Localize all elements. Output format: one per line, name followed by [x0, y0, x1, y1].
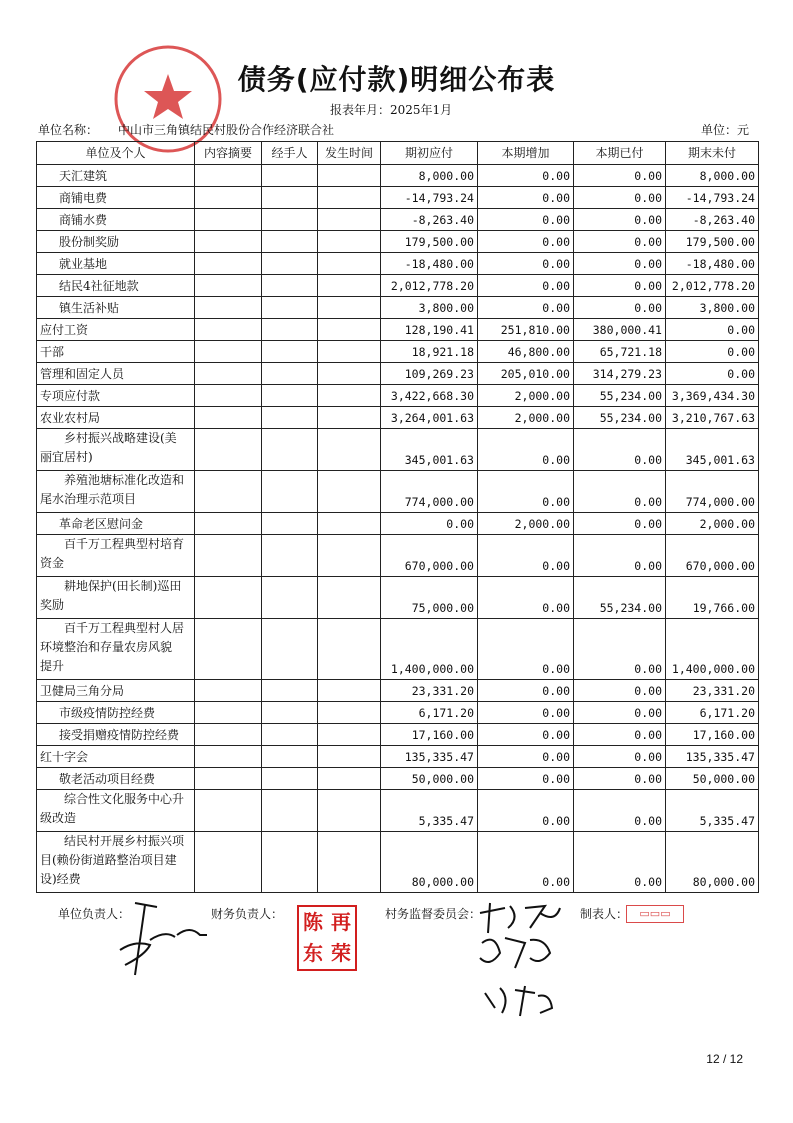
- increase-amount: 0.00: [478, 275, 574, 297]
- increase-amount: 0.00: [478, 253, 574, 275]
- increase-amount: 205,010.00: [478, 363, 574, 385]
- opening-amount: 128,190.41: [381, 319, 478, 341]
- date-cell: [318, 275, 381, 297]
- increase-amount: 0.00: [478, 724, 574, 746]
- handler-cell: [262, 790, 318, 832]
- paid-amount: 0.00: [574, 680, 666, 702]
- table-row: [37, 535, 759, 577]
- summary-cell: [195, 363, 262, 385]
- summary-cell: [195, 319, 262, 341]
- paid-amount: 0.00: [574, 724, 666, 746]
- opening-amount: 3,800.00: [381, 297, 478, 319]
- paid-amount: 0.00: [574, 746, 666, 768]
- handler-cell: [262, 275, 318, 297]
- date-cell: [318, 209, 381, 231]
- document-title: 债务(应付款)明细公布表: [237, 63, 556, 96]
- date-cell: [318, 319, 381, 341]
- paid-amount: 0.00: [574, 429, 666, 471]
- table-row: [37, 165, 759, 187]
- handler-cell: [262, 363, 318, 385]
- table-row: [37, 319, 759, 341]
- opening-amount: 80,000.00: [381, 832, 478, 893]
- increase-amount: 0.00: [478, 619, 574, 680]
- paid-amount: 0.00: [574, 619, 666, 680]
- closing-amount: -14,793.24: [666, 187, 759, 209]
- summary-cell: [195, 471, 262, 513]
- header-closing: 期末未付: [666, 142, 759, 165]
- handler-cell: [262, 385, 318, 407]
- paid-amount: 0.00: [574, 165, 666, 187]
- table-row: [37, 724, 759, 746]
- stamp-char: 陈: [303, 910, 323, 934]
- opening-amount: 17,160.00: [381, 724, 478, 746]
- table-row: [37, 407, 759, 429]
- paid-amount: 0.00: [574, 832, 666, 893]
- closing-amount: 23,331.20: [666, 680, 759, 702]
- closing-amount: -8,263.40: [666, 209, 759, 231]
- row-party-name: 商铺电费: [37, 187, 195, 209]
- closing-amount: 6,171.20: [666, 702, 759, 724]
- row-party-name: 就业基地: [37, 253, 195, 275]
- closing-amount: 1,400,000.00: [666, 619, 759, 680]
- increase-amount: 0.00: [478, 832, 574, 893]
- increase-amount: 0.00: [478, 746, 574, 768]
- paid-amount: 0.00: [574, 702, 666, 724]
- handler-cell: [262, 253, 318, 275]
- handler-cell: [262, 832, 318, 893]
- opening-amount: 6,171.20: [381, 702, 478, 724]
- header-increase: 本期增加: [478, 142, 574, 165]
- row-party-name: 养殖池塘标准化改造和 尾水治理示范项目: [37, 471, 195, 513]
- unit-name-value: 中山市三角镇结民村股份合作经济联合社: [118, 123, 335, 137]
- row-party-name: 百千万工程典型村培育 资金: [37, 535, 195, 577]
- increase-amount: 0.00: [478, 471, 574, 513]
- handler-cell: [262, 231, 318, 253]
- handler-cell: [262, 513, 318, 535]
- row-party-name: 天汇建筑: [37, 165, 195, 187]
- summary-cell: [195, 297, 262, 319]
- date-cell: [318, 187, 381, 209]
- summary-cell: [195, 253, 262, 275]
- closing-amount: 3,210,767.63: [666, 407, 759, 429]
- handler-cell: [262, 297, 318, 319]
- closing-amount: 8,000.00: [666, 165, 759, 187]
- closing-amount: -18,480.00: [666, 253, 759, 275]
- row-party-name: 综合性文化服务中心升 级改造: [37, 790, 195, 832]
- paid-amount: 0.00: [574, 275, 666, 297]
- handler-cell: [262, 577, 318, 619]
- header-date: 发生时间: [318, 142, 381, 165]
- summary-cell: [195, 209, 262, 231]
- row-party-name: 敬老活动项目经费: [37, 768, 195, 790]
- stamp-char: 荣: [331, 941, 351, 965]
- increase-amount: 0.00: [478, 231, 574, 253]
- row-party-name: 卫健局三角分局: [37, 680, 195, 702]
- closing-amount: 670,000.00: [666, 535, 759, 577]
- supervisor-label: 村务监督委员会：: [385, 907, 482, 921]
- date-cell: [318, 535, 381, 577]
- date-cell: [318, 363, 381, 385]
- row-party-name: 革命老区慰问金: [37, 513, 195, 535]
- handler-cell: [262, 319, 318, 341]
- table-row: [37, 385, 759, 407]
- handler-cell: [262, 209, 318, 231]
- date-cell: [318, 231, 381, 253]
- increase-amount: 0.00: [478, 702, 574, 724]
- row-party-name: 市级疫情防控经费: [37, 702, 195, 724]
- table-row: [37, 680, 759, 702]
- closing-amount: 774,000.00: [666, 471, 759, 513]
- date-cell: [318, 724, 381, 746]
- summary-cell: [195, 231, 262, 253]
- date-cell: [318, 471, 381, 513]
- summary-cell: [195, 680, 262, 702]
- report-period: 报表年月：2025年1月: [330, 103, 453, 117]
- paid-amount: 0.00: [574, 790, 666, 832]
- header-paid: 本期已付: [574, 142, 666, 165]
- increase-amount: 2,000.00: [478, 407, 574, 429]
- opening-amount: 179,500.00: [381, 231, 478, 253]
- opening-amount: 109,269.23: [381, 363, 478, 385]
- date-cell: [318, 253, 381, 275]
- handler-cell: [262, 341, 318, 363]
- summary-cell: [195, 746, 262, 768]
- row-party-name: 结民村开展乡村振兴项 目(赖份街道路整治项目建 设)经费: [37, 832, 195, 893]
- summary-cell: [195, 429, 262, 471]
- date-cell: [318, 619, 381, 680]
- paid-amount: 0.00: [574, 209, 666, 231]
- paid-amount: 55,234.00: [574, 385, 666, 407]
- opening-amount: 75,000.00: [381, 577, 478, 619]
- summary-cell: [195, 619, 262, 680]
- row-party-name: 管理和固定人员: [37, 363, 195, 385]
- handler-cell: [262, 429, 318, 471]
- date-cell: [318, 832, 381, 893]
- table-row: [37, 187, 759, 209]
- header-opening: 期初应付: [381, 142, 478, 165]
- closing-amount: 2,012,778.20: [666, 275, 759, 297]
- handler-cell: [262, 471, 318, 513]
- finance-head-stamp: [297, 905, 357, 971]
- table-row: [37, 471, 759, 513]
- table-row: [37, 790, 759, 832]
- paid-amount: 0.00: [574, 535, 666, 577]
- increase-amount: 251,810.00: [478, 319, 574, 341]
- table-row: [37, 231, 759, 253]
- table-row: [37, 577, 759, 619]
- paid-amount: 380,000.41: [574, 319, 666, 341]
- stamp-char: 东: [303, 941, 323, 965]
- date-cell: [318, 746, 381, 768]
- date-cell: [318, 165, 381, 187]
- handler-cell: [262, 680, 318, 702]
- unit-name-line: [38, 121, 334, 138]
- opening-amount: -8,263.40: [381, 209, 478, 231]
- unit-name-label: 单位名称：: [38, 123, 99, 137]
- opening-amount: 3,422,668.30: [381, 385, 478, 407]
- row-party-name: 百千万工程典型村人居 环境整治和存量农房风貌 提升: [37, 619, 195, 680]
- table-header-row: [37, 142, 759, 165]
- header-handler: 经手人: [262, 142, 318, 165]
- closing-amount: 50,000.00: [666, 768, 759, 790]
- increase-amount: 0.00: [478, 577, 574, 619]
- handler-cell: [262, 407, 318, 429]
- opening-amount: 345,001.63: [381, 429, 478, 471]
- date-cell: [318, 577, 381, 619]
- opening-amount: -18,480.00: [381, 253, 478, 275]
- table-row: [37, 363, 759, 385]
- row-party-name: 乡村振兴战略建设(美 丽宜居村): [37, 429, 195, 471]
- handler-cell: [262, 187, 318, 209]
- opening-amount: 0.00: [381, 513, 478, 535]
- date-cell: [318, 702, 381, 724]
- row-party-name: 农业农村局: [37, 407, 195, 429]
- paid-amount: 0.00: [574, 231, 666, 253]
- increase-amount: 0.00: [478, 165, 574, 187]
- currency-unit: 单位：元: [700, 123, 749, 137]
- summary-cell: [195, 535, 262, 577]
- table-row: [37, 702, 759, 724]
- date-cell: [318, 297, 381, 319]
- handler-cell: [262, 746, 318, 768]
- handler-cell: [262, 619, 318, 680]
- increase-amount: 0.00: [478, 187, 574, 209]
- paid-amount: 0.00: [574, 471, 666, 513]
- opening-amount: 774,000.00: [381, 471, 478, 513]
- opening-amount: 1,400,000.00: [381, 619, 478, 680]
- increase-amount: 0.00: [478, 297, 574, 319]
- paid-amount: 0.00: [574, 253, 666, 275]
- opening-amount: 3,264,001.63: [381, 407, 478, 429]
- row-party-name: 红十字会: [37, 746, 195, 768]
- increase-amount: 0.00: [478, 209, 574, 231]
- date-cell: [318, 790, 381, 832]
- summary-cell: [195, 577, 262, 619]
- date-cell: [318, 407, 381, 429]
- table-row: [37, 768, 759, 790]
- handler-cell: [262, 724, 318, 746]
- paid-amount: 55,234.00: [574, 407, 666, 429]
- closing-amount: 80,000.00: [666, 832, 759, 893]
- closing-amount: 19,766.00: [666, 577, 759, 619]
- handler-cell: [262, 165, 318, 187]
- closing-amount: 2,000.00: [666, 513, 759, 535]
- header-summary: 内容摘要: [195, 142, 262, 165]
- paid-amount: 0.00: [574, 768, 666, 790]
- paid-amount: 314,279.23: [574, 363, 666, 385]
- handler-cell: [262, 768, 318, 790]
- date-cell: [318, 385, 381, 407]
- summary-cell: [195, 275, 262, 297]
- summary-cell: [195, 407, 262, 429]
- table-row: [37, 341, 759, 363]
- date-cell: [318, 429, 381, 471]
- table-row: [37, 429, 759, 471]
- table-row: [37, 832, 759, 893]
- closing-amount: 345,001.63: [666, 429, 759, 471]
- row-party-name: 结民4社征地款: [37, 275, 195, 297]
- summary-cell: [195, 832, 262, 893]
- debt-detail-table: [36, 141, 759, 893]
- increase-amount: 0.00: [478, 768, 574, 790]
- stamp-char: 再: [331, 910, 351, 934]
- closing-amount: 0.00: [666, 363, 759, 385]
- summary-cell: [195, 724, 262, 746]
- closing-amount: 135,335.47: [666, 746, 759, 768]
- row-party-name: 镇生活补贴: [37, 297, 195, 319]
- page-number: 12 / 12: [706, 1052, 743, 1066]
- summary-cell: [195, 385, 262, 407]
- date-cell: [318, 768, 381, 790]
- summary-cell: [195, 790, 262, 832]
- opening-amount: 2,012,778.20: [381, 275, 478, 297]
- table-row: [37, 619, 759, 680]
- preparer-label: 制表人：: [580, 907, 629, 921]
- preparer-stamp: ▭▭▭: [626, 905, 684, 923]
- row-party-name: 股份制奖励: [37, 231, 195, 253]
- increase-amount: 0.00: [478, 790, 574, 832]
- opening-amount: 135,335.47: [381, 746, 478, 768]
- opening-amount: 23,331.20: [381, 680, 478, 702]
- closing-amount: 5,335.47: [666, 790, 759, 832]
- summary-cell: [195, 187, 262, 209]
- row-party-name: 应付工资: [37, 319, 195, 341]
- paid-amount: 65,721.18: [574, 341, 666, 363]
- table-row: [37, 297, 759, 319]
- date-cell: [318, 680, 381, 702]
- closing-amount: 3,800.00: [666, 297, 759, 319]
- row-party-name: 耕地保护(田长制)巡田 奖励: [37, 577, 195, 619]
- opening-amount: 18,921.18: [381, 341, 478, 363]
- closing-amount: 3,369,434.30: [666, 385, 759, 407]
- table-row: [37, 513, 759, 535]
- paid-amount: 0.00: [574, 187, 666, 209]
- summary-cell: [195, 513, 262, 535]
- opening-amount: 5,335.47: [381, 790, 478, 832]
- unit-head-label: 单位负责人：: [58, 907, 131, 921]
- handler-cell: [262, 702, 318, 724]
- table-row: [37, 253, 759, 275]
- row-party-name: 干部: [37, 341, 195, 363]
- increase-amount: 0.00: [478, 680, 574, 702]
- closing-amount: 179,500.00: [666, 231, 759, 253]
- paid-amount: 0.00: [574, 513, 666, 535]
- opening-amount: -14,793.24: [381, 187, 478, 209]
- finance-head-label: 财务负责人：: [211, 907, 284, 921]
- row-party-name: 专项应付款: [37, 385, 195, 407]
- opening-amount: 670,000.00: [381, 535, 478, 577]
- increase-amount: 2,000.00: [478, 513, 574, 535]
- summary-cell: [195, 341, 262, 363]
- summary-cell: [195, 165, 262, 187]
- date-cell: [318, 341, 381, 363]
- unit-head-signature: [95, 895, 225, 990]
- closing-amount: 0.00: [666, 341, 759, 363]
- opening-amount: 8,000.00: [381, 165, 478, 187]
- paid-amount: 0.00: [574, 297, 666, 319]
- row-party-name: 商铺水费: [37, 209, 195, 231]
- closing-amount: 17,160.00: [666, 724, 759, 746]
- opening-amount: 50,000.00: [381, 768, 478, 790]
- summary-cell: [195, 702, 262, 724]
- table-row: [37, 275, 759, 297]
- date-cell: [318, 513, 381, 535]
- increase-amount: 0.00: [478, 429, 574, 471]
- increase-amount: 2,000.00: [478, 385, 574, 407]
- handler-cell: [262, 535, 318, 577]
- paid-amount: 55,234.00: [574, 577, 666, 619]
- row-party-name: 接受捐赠疫情防控经费: [37, 724, 195, 746]
- supervisor-signatures: [470, 898, 580, 1023]
- header-party: 单位及个人: [37, 142, 195, 165]
- table-row: [37, 746, 759, 768]
- increase-amount: 0.00: [478, 535, 574, 577]
- summary-cell: [195, 768, 262, 790]
- increase-amount: 46,800.00: [478, 341, 574, 363]
- closing-amount: 0.00: [666, 319, 759, 341]
- table-row: [37, 209, 759, 231]
